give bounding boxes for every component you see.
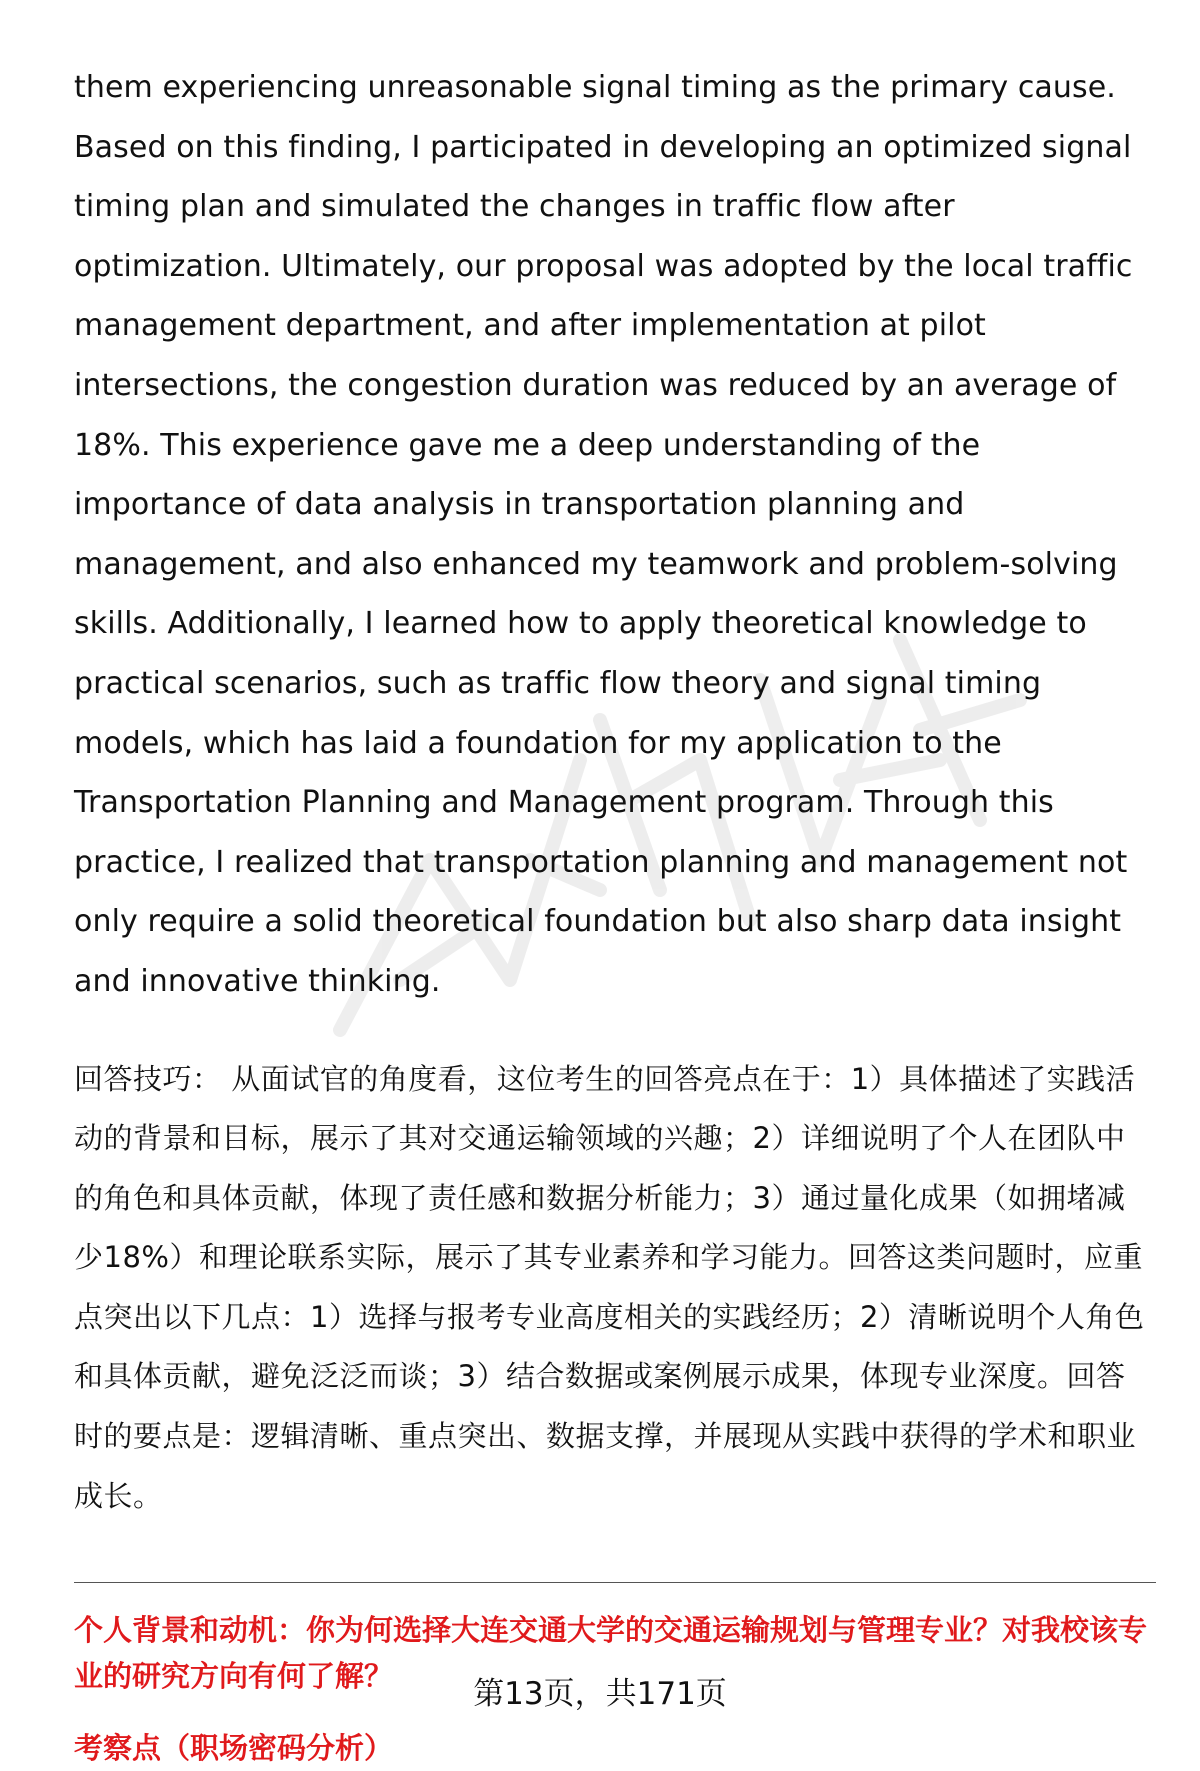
answer-paragraph-english: them experiencing unreasonable signal timing as the primary cause. Based on this finding, I participated in developing an optimized signal timing plan and simulated the changes in traffic flow after optimization. Ultimately, our proposal was adopted by the local traffic management department, and after implementation at pilot intersections, the congestion duration was reduced by an average of 18%. This experience gave me a deep understanding of the importance of data analysis in transportation planning and management, and also enhanced my teamwork and problem-solving skills. Additionally, I learned how to apply theoretical knowledge to practical scenarios, such as traffic flow theory and signal timing models, which has laid a foundation for my application to the Transportation Planning and Management program. Through this practice, I realized that transportation planning and management not only require a solid theoretical foundation but also sharp data insight and innovative thinking. [74, 70, 1133, 999]
page-content [74, 58, 1154, 1771]
assessment-point-heading: 考察点（职场密码分析） [74, 1731, 394, 1766]
section-divider [74, 1582, 1156, 1583]
answer-tips-paragraph: 回答技巧： 从面试官的角度看，这位考生的回答亮点在于：1）具体描述了实践活动的背景和目标，展示了其对交通运输领域的兴趣；2）详细说明了个人在团队中的角色和具体贡献，体现了责任感和数据分析能力；3）通过量化成果（如拥堵减少18%）和理论联系实际，展示了其专业素养和学习能力。回答这类问题时，应重点突出以下几点：1）选择与报考专业高度相关的实践经历；2）清晰说明个人角色和具体贡献，避免泛泛而谈；3）结合数据或案例展示成果，体现专业深度。回答时的要点是：逻辑清晰、重点突出、数据支撑，并展现从实践中获得的学术和职业成长。 [74, 1061, 1145, 1513]
page-number-footer: 第13页，共171页 [473, 1676, 727, 1712]
interview-question-heading: 个人背景和动机：你为何选择大连交通大学的交通运输规划与管理专业？对我校该专业的研究方向有何了解？ [74, 1613, 1148, 1694]
